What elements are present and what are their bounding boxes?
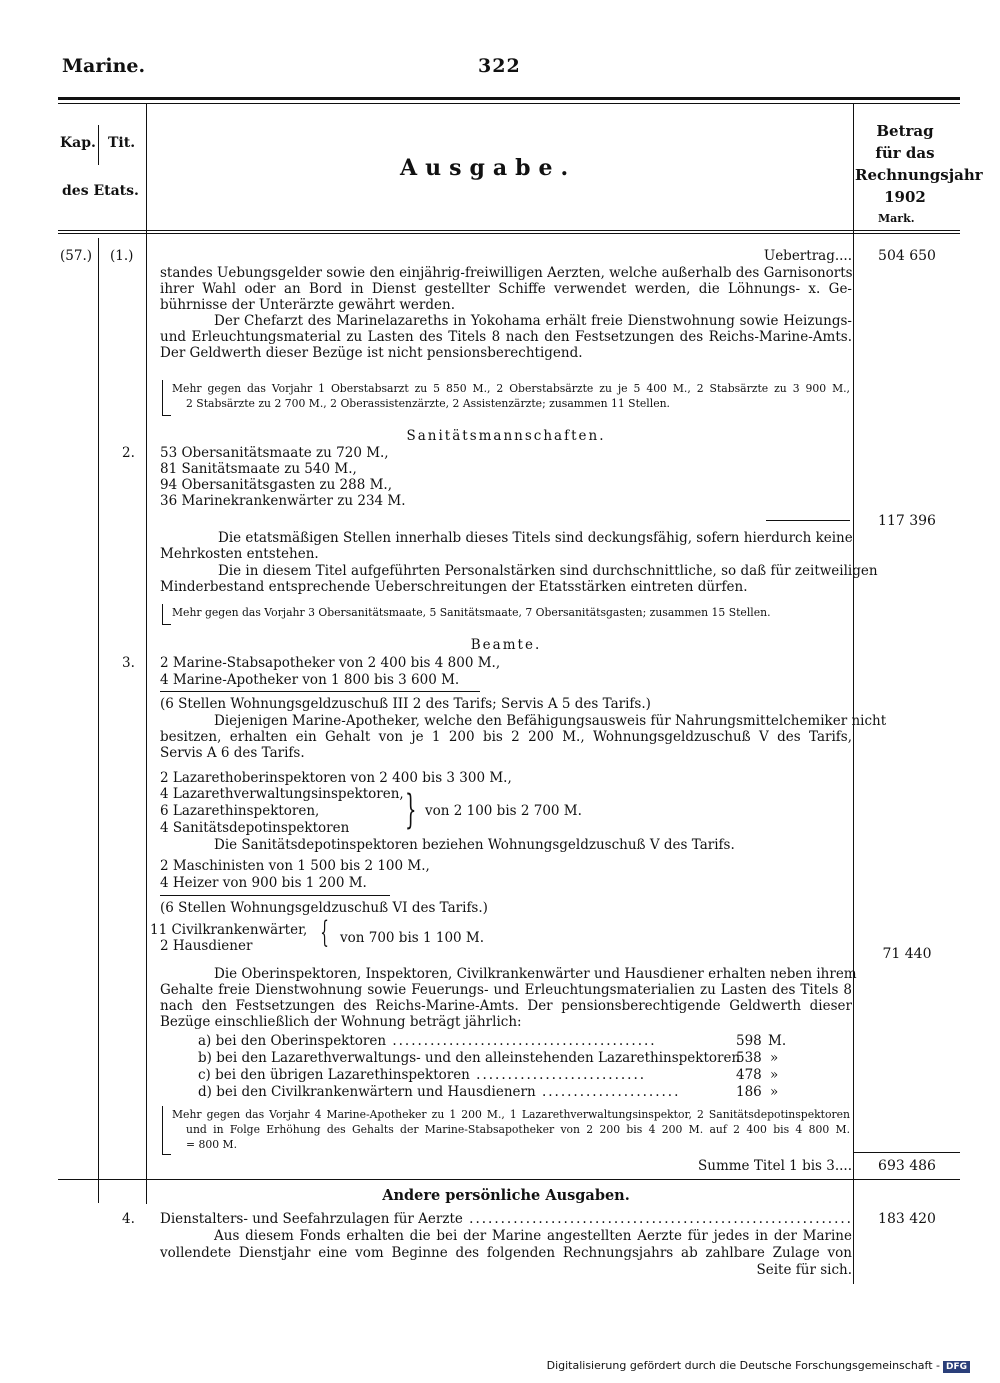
- tit-header: Tit.: [108, 135, 136, 151]
- sanitaet-item: 36 Marinekrankenwärter zu 234 M.: [160, 493, 406, 509]
- para1-line: und Erleuchtungsmaterial zu Lasten des Titels 8 nach den Festsetzungen des Reichs-Marine-Amts.: [160, 329, 852, 345]
- header-bottom-rule-2: [58, 233, 960, 234]
- para2-line: Die etatsmäßigen Stellen innerhalb dieses Titels sind deckungsfähig, sofern hierdurch keine: [218, 530, 853, 546]
- summe-amount: 693 486: [878, 1158, 936, 1174]
- section-header: Marine.: [62, 55, 146, 77]
- betrag-header: Betrag für das Rechnungsjahr 1902: [855, 122, 983, 206]
- para3-line: Bezüge einschließlich der Wohnung beträgt jährlich:: [160, 1014, 522, 1030]
- tit-number-2: 2.: [122, 445, 135, 461]
- brace-text: von 700 bis 1 100 M.: [340, 930, 485, 946]
- tit-number-3: 3.: [122, 655, 135, 671]
- brace-item: 6 Lazarethinspektoren,: [160, 803, 320, 819]
- note3-line: Mehr gegen das Vorjahr 4 Marine-Apotheker zu 1 200 M., 1 Lazarethverwaltungsinspektor, 2 Sanitätsdepotinspektoren: [172, 1108, 850, 1121]
- col-divider-tit-text: [146, 104, 147, 1204]
- para2-line: Minderbestand entsprechende Ueberschreitungen der Etatsstärken eintreten dürfen.: [160, 579, 748, 595]
- list-unit: »: [770, 1084, 779, 1100]
- beamte-line: (6 Stellen Wohnungsgeldzuschuß VI des Tarifs.): [160, 900, 488, 916]
- header-bottom-rule: [58, 230, 960, 231]
- para1-line: standes Uebungsgelder sowie den einjährig-freiwilligen Aerzten, welche außerhalb des Garnisonorts: [160, 265, 853, 281]
- beamte-line: Die Sanitätsdepotinspektoren beziehen Wohnungsgeldzuschuß V des Tarifs.: [214, 837, 735, 853]
- sanitaet-item: 53 Obersanitätsmaate zu 720 M.,: [160, 445, 389, 461]
- list-value: 538: [736, 1050, 762, 1066]
- note3-line: und in Folge Erhöhung des Gehalts der Marine-Stabsapotheker von 2 200 bis 4 200 M. auf 2 400 bis 4 800 M.: [186, 1123, 850, 1136]
- beamte-line: (6 Stellen Wohnungsgeldzuschuß III 2 des Tarifs; Servis A 5 des Tarifs.): [160, 696, 651, 712]
- sanitaet-item: 94 Obersanitätsgasten zu 288 M.,: [160, 477, 393, 493]
- note2-bracket: [162, 604, 171, 625]
- beamte-line: 2 Lazarethoberinspektoren von 2 400 bis 3 300 M.,: [160, 770, 512, 786]
- col-divider-kap-tit-head: [98, 125, 99, 165]
- list-unit: M.: [768, 1033, 787, 1049]
- page-title: Ausgabe.: [400, 155, 577, 181]
- para3-line: nach den Festsetzungen des Reichs-Marine-Amts. Der pensionsberechtigende Geldwerth dieser: [160, 998, 852, 1014]
- beamte-line: Servis A 6 des Tarifs.: [160, 745, 305, 761]
- group-rule: [160, 691, 480, 692]
- section-beamte: Beamte.: [470, 637, 542, 653]
- group-rule: [160, 895, 390, 896]
- para3-line: Die Oberinspektoren, Inspektoren, Civilkrankenwärter und Hausdiener erhalten neben ihrem: [214, 966, 857, 982]
- amount-tit3: 71 440: [882, 946, 932, 962]
- col-divider-kap-tit: [98, 238, 99, 1203]
- top-double-rule-2: [58, 103, 960, 104]
- section-sanitaet: Sanitätsmannschaften.: [406, 428, 606, 444]
- brace-glyph: }: [404, 787, 417, 833]
- list-item: b) bei den Lazarethverwaltungs- und den alleinstehenden Lazarethinspektoren: [198, 1050, 741, 1066]
- footer-credit: Digitalisierung gefördert durch die Deutsche Forschungsgemeinschaft - DFG: [547, 1359, 970, 1373]
- summe-rule-bottom: [58, 1179, 960, 1180]
- list-item: a) bei den Oberinspektoren ..........................................: [198, 1033, 657, 1049]
- list-item: d) bei den Civilkrankenwärtern und Hausdienern ......................: [198, 1084, 681, 1100]
- note3-bracket: [162, 1106, 171, 1155]
- para4-line: vollendete Dienstjahr eine vom Beginne des folgenden Rechnungsjahrs ab zahlbare Zulage von: [160, 1245, 852, 1261]
- col-divider-text-amount: [853, 104, 854, 1284]
- beamte-line: 4 Heizer von 900 bis 1 200 M.: [160, 875, 367, 891]
- note3-line: = 800 M.: [186, 1138, 238, 1151]
- kap-number: (57.): [60, 248, 93, 264]
- note1-bracket: [162, 380, 171, 416]
- beamte-line: 2 Maschinisten von 1 500 bis 2 100 M.,: [160, 858, 430, 874]
- note2-line: Mehr gegen das Vorjahr 3 Obersanitätsmaate, 5 Sanitätsmaate, 7 Obersanitätsgasten; zusammen 15 Stellen.: [172, 606, 771, 619]
- note1-line: 2 Stabsärzte zu 2 700 M., 2 Oberassistenzärzte, 2 Assistenzärzte; zusammen 11 Stellen.: [186, 397, 670, 410]
- list-unit: »: [770, 1050, 779, 1066]
- beamte-line: besitzen, erhalten ein Gehalt von je 1 200 bis 2 200 M., Wohnungsgeldzuschuß V des Tarifs,: [160, 729, 852, 745]
- top-double-rule-1: [58, 97, 960, 100]
- tit-number-4: 4.: [122, 1211, 135, 1227]
- sanitaet-item: 81 Sanitätsmaate zu 540 M.,: [160, 461, 357, 477]
- des-etats-header: des Etats.: [62, 183, 139, 199]
- list-unit: »: [770, 1067, 779, 1083]
- para4-line: Aus diesem Fonds erhalten die bei der Marine angestellten Aerzte für jedes in der Marine: [214, 1228, 852, 1244]
- para1-line: bührnisse der Unterärzte gewährt werden.: [160, 297, 455, 313]
- brace-glyph: {: [320, 915, 329, 950]
- brace-item: 11 Civilkrankenwärter,: [150, 922, 308, 938]
- section-andere: Andere persönliche Ausgaben.: [382, 1187, 630, 1204]
- mark-unit: Mark.: [878, 212, 915, 225]
- brace-item: 4 Sanitätsdepotinspektoren: [160, 820, 350, 836]
- brace-text: von 2 100 bis 2 700 M.: [425, 803, 582, 819]
- amount-tit4: 183 420: [878, 1211, 936, 1227]
- para4-line: Seite für sich.: [756, 1262, 852, 1278]
- para1-line: Der Geldwerth dieser Bezüge ist nicht pensionsberechtigend.: [160, 345, 583, 361]
- para1-line: ihrer Wahl oder an Bord in Dienst gestellter Schiffe verwendet werden, die Löhnungs- x. Ge-: [160, 281, 852, 297]
- para1-line: Der Chefarzt des Marinelazareths in Yokohama erhält freie Dienstwohnung sowie Heizungs-: [214, 313, 852, 329]
- page-number: 322: [478, 55, 521, 77]
- para2-line: Die in diesem Titel aufgeführten Personalstärken sind durchschnittliche, so daß für zeitweiligen: [218, 563, 878, 579]
- summe-rule-top: [853, 1152, 960, 1153]
- tit4-line: Dienstalters- und Seefahrzulagen für Aerzte .............................................................: [160, 1211, 853, 1227]
- note1-line: Mehr gegen das Vorjahr 1 Oberstabsarzt zu 5 850 M., 2 Oberstabsärzte zu je 5 400 M., 2 Stabsärzte zu 3 900 M.,: [172, 382, 850, 395]
- beamte-line: 4 Marine-Apotheker von 1 800 bis 3 600 M.: [160, 672, 460, 688]
- brace-item: 4 Lazarethverwaltungsinspektoren,: [160, 786, 404, 802]
- para2-line: Mehrkosten entstehen.: [160, 546, 319, 562]
- uebertrag-label: Uebertrag....: [763, 248, 852, 264]
- list-item: c) bei den übrigen Lazarethinspektoren ...........................: [198, 1067, 647, 1083]
- para3-line: Gehalte freie Dienstwohnung sowie Feuerungs- und Erleuchtungsmaterialien zu Lasten des Titels 8: [160, 982, 852, 998]
- beamte-line: 2 Marine-Stabsapotheker von 2 400 bis 4 800 M.,: [160, 655, 501, 671]
- list-value: 478: [736, 1067, 762, 1083]
- dfg-logo: DFG: [943, 1361, 970, 1373]
- list-value: 598: [736, 1033, 762, 1049]
- amount-tit2: 117 396: [878, 513, 936, 529]
- summe-label: Summe Titel 1 bis 3....: [698, 1158, 852, 1174]
- brace-item: 2 Hausdiener: [160, 938, 253, 954]
- kap-header: Kap.: [60, 135, 96, 151]
- sum-rule: [766, 520, 850, 521]
- tit-number-1: (1.): [110, 248, 134, 264]
- uebertrag-amount: 504 650: [878, 248, 936, 264]
- beamte-line: Diejenigen Marine-Apotheker, welche den Befähigungsausweis für Nahrungsmittelchemiker nicht: [214, 713, 887, 729]
- list-value: 186: [736, 1084, 762, 1100]
